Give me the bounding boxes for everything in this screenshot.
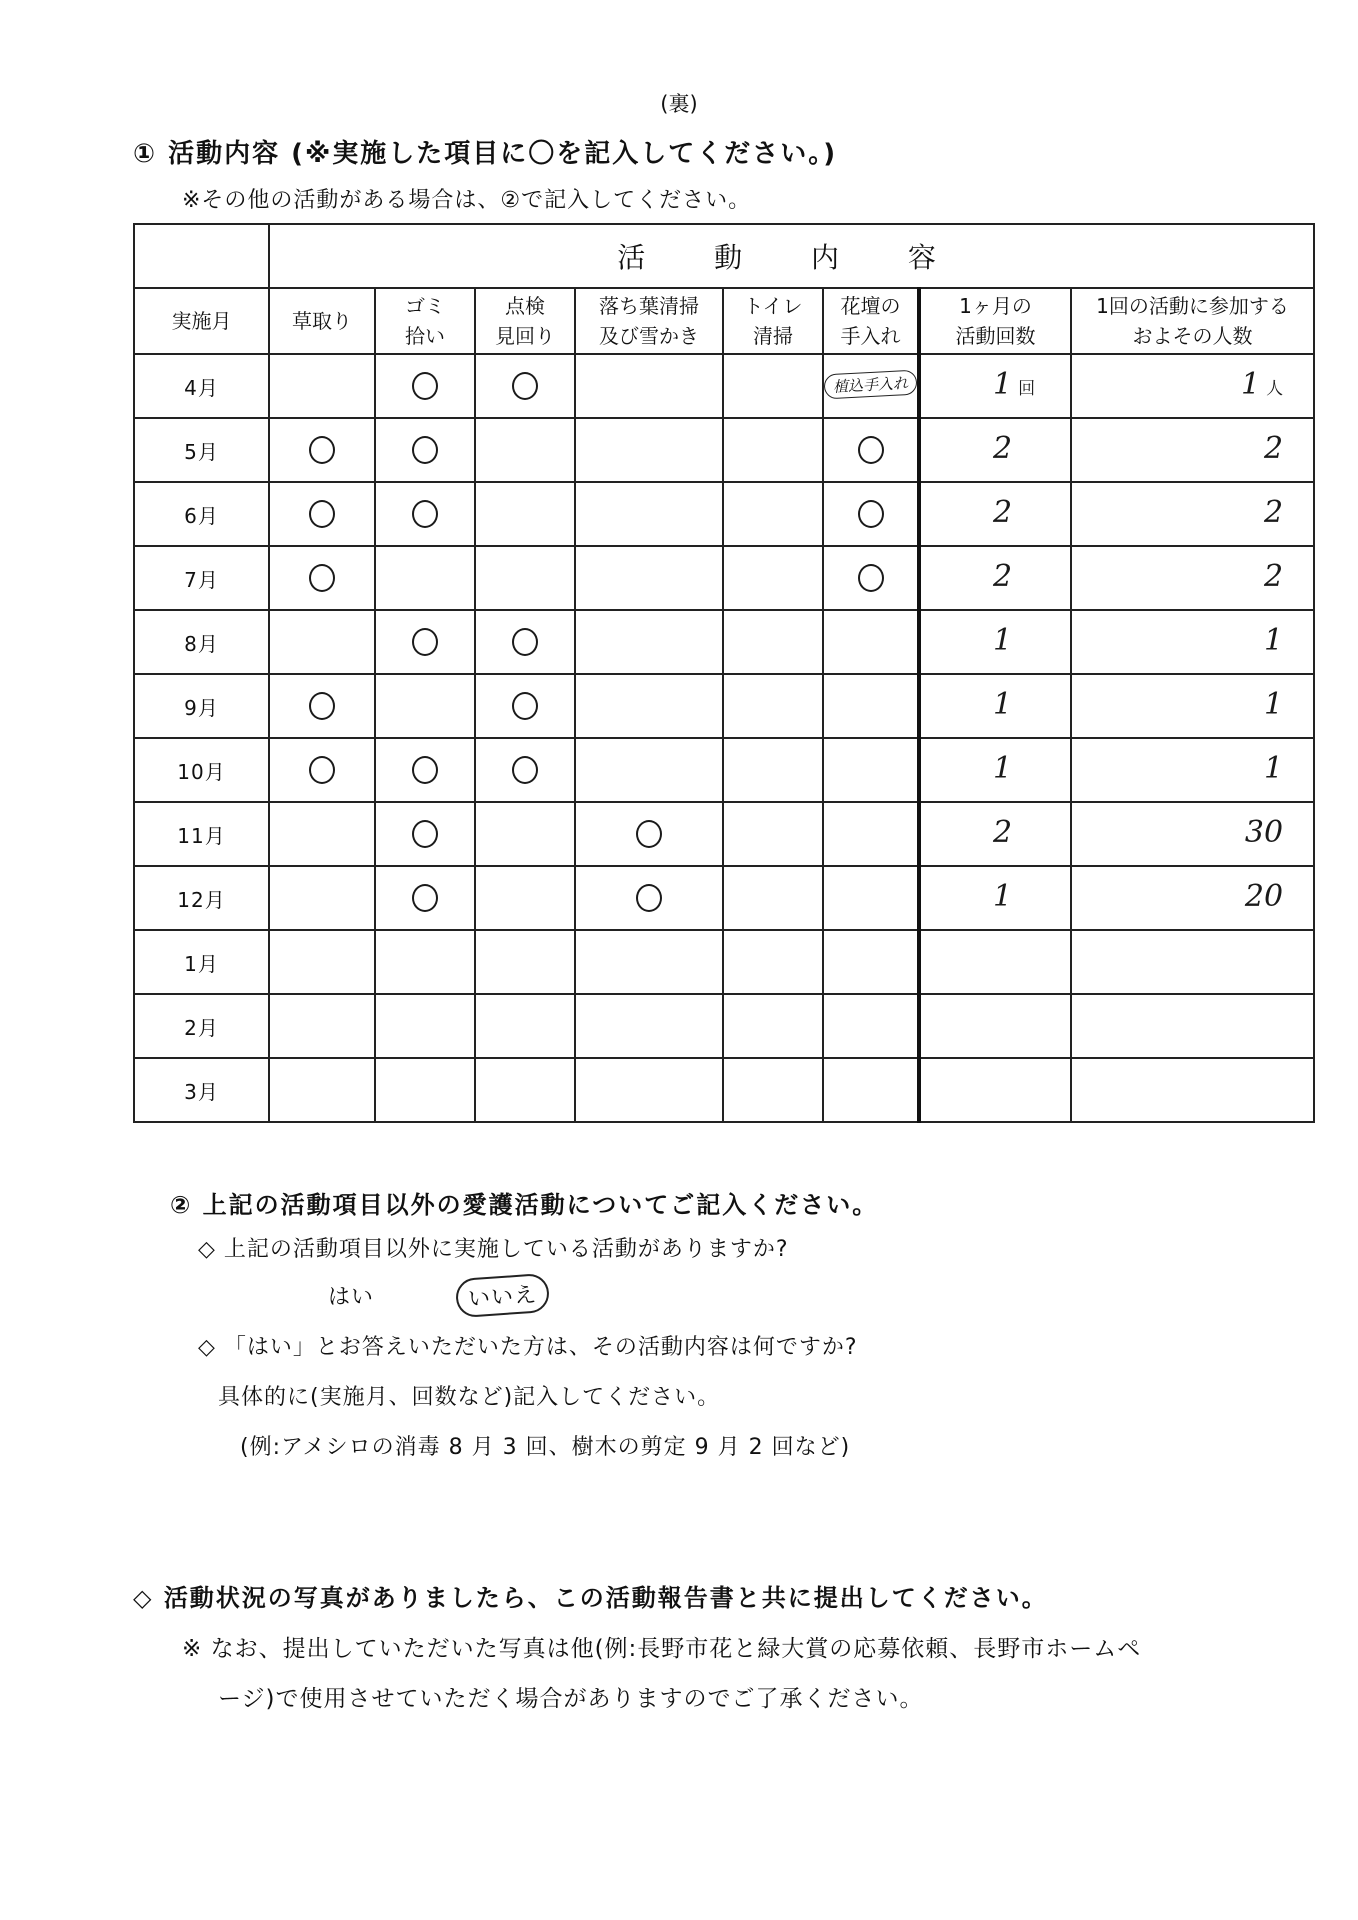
count-number: 1 [993,687,1013,722]
circle-mark-icon [512,372,538,400]
column-header-line: 落ち葉清掃 [599,294,699,318]
count-cell [919,802,1071,866]
column-header [475,288,575,354]
month-cell: 2月 [134,994,269,1058]
circle-mark-icon [636,884,662,912]
circle-mark-icon [636,820,662,848]
people-value [1245,879,1283,914]
circle-mark-icon [412,436,438,464]
circle-mark-icon [309,756,335,784]
activity-cell [475,994,575,1058]
column-header [269,288,375,354]
activity-cell [575,418,723,482]
people-cell [1071,1058,1314,1122]
activity-cell [575,994,723,1058]
activity-cell [575,610,723,674]
people-value [1264,751,1283,786]
activity-cell [823,1058,919,1122]
section2-heading: ② 上記の活動項目以外の愛護活動についてご記入ください。 [170,1191,879,1219]
activity-cell [575,1058,723,1122]
circle-mark-icon [309,436,335,464]
count-number: 2 [993,495,1013,530]
month-cell: 10月 [134,738,269,802]
activity-cell [723,610,823,674]
section3-note-line1: ※ なお、提出していただいた写真は他(例:長野市花と緑大賞の応募依頼、長野市ホームペ [182,1636,1142,1662]
activity-cell [475,546,575,610]
people-number: 2 [1263,559,1284,594]
circle-mark-icon [412,756,438,784]
table-row [134,674,1314,738]
activity-cell [475,866,575,930]
column-header-line: トイレ [743,294,803,318]
people-cell [1071,802,1314,866]
activity-cell [723,546,823,610]
circle-mark-icon [309,692,335,720]
table-title: 活 動 内 容 [269,224,1314,288]
people-value [1241,367,1283,402]
table-row [134,418,1314,482]
activity-cell [575,482,723,546]
activity-cell [269,546,375,610]
activity-cell [269,418,375,482]
activity-cell [269,1058,375,1122]
count-value [993,431,1012,466]
count-cell [919,674,1071,738]
section2-question2-detail: 具体的に(実施月、回数など)記入してください。 [218,1385,721,1410]
activity-cell [723,482,823,546]
activity-cell [269,482,375,546]
people-number: 2 [1263,495,1284,530]
table-row [134,930,1314,994]
column-header [1071,288,1314,354]
count-value [993,879,1012,914]
activity-cell [269,930,375,994]
count-cell [919,546,1071,610]
activity-cell [575,354,723,418]
count-number: 1 [993,623,1013,658]
table-row [134,802,1314,866]
answer-no-circled: いいえ [455,1273,551,1318]
activity-cell [475,610,575,674]
activity-cell [823,610,919,674]
people-cell [1071,674,1314,738]
circle-mark-icon [412,372,438,400]
month-cell: 6月 [134,482,269,546]
activity-cell [375,482,475,546]
activity-cell [823,866,919,930]
column-header-line: 活動回数 [955,324,1036,348]
activity-cell [375,1058,475,1122]
column-header-line: ゴミ [405,294,445,318]
count-number: 1 [993,751,1013,786]
people-number: 2 [1263,431,1284,466]
page-side-label: (裏) [660,92,698,116]
people-cell [1071,930,1314,994]
activity-cell [823,674,919,738]
people-cell [1071,610,1314,674]
activity-cell [375,546,475,610]
activity-cell [723,802,823,866]
activity-cell [475,738,575,802]
activity-cell [375,418,475,482]
activity-cell [823,354,919,418]
people-cell [1071,418,1314,482]
column-header-line: 1ヶ月の [959,294,1032,318]
table-corner-cell [134,224,269,288]
column-header-line: 花壇の [840,294,901,318]
people-cell [1071,994,1314,1058]
count-number: 2 [993,815,1013,850]
count-number: 1 [993,367,1013,402]
column-header [575,288,723,354]
column-header [723,288,823,354]
month-cell: 4月 [134,354,269,418]
circle-mark-icon [412,884,438,912]
activity-cell [823,418,919,482]
column-header-line: 見回り [495,324,555,348]
answer-yes: はい [328,1285,375,1310]
circle-mark-icon [512,692,538,720]
table-row [134,482,1314,546]
section2-example: (例:アメシロの消毒 8 月 3 回、樹木の剪定 9 月 2 回など) [240,1435,851,1460]
people-value [1264,623,1283,658]
activity-cell [823,930,919,994]
column-header-line: およその人数 [1132,324,1253,348]
activity-cell [575,738,723,802]
activity-cell [375,866,475,930]
column-header [823,288,919,354]
people-value [1264,495,1283,530]
section3-heading: ◇ 活動状況の写真がありましたら、この活動報告書と共に提出してください。 [133,1584,1048,1612]
activity-cell [823,802,919,866]
people-number: 1 [1263,687,1284,722]
people-cell [1071,866,1314,930]
section1-note: ※その他の活動がある場合は、②で記入してください。 [182,188,752,213]
count-value [993,559,1012,594]
people-value [1264,687,1283,722]
column-header-line: 及び雪かき [599,324,699,348]
activity-cell [723,418,823,482]
month-cell: 3月 [134,1058,269,1122]
activity-cell [269,354,375,418]
circle-mark-icon [412,628,438,656]
activity-cell [475,930,575,994]
month-cell: 12月 [134,866,269,930]
activity-cell [723,1058,823,1122]
activity-cell [375,738,475,802]
section1-heading: ① 活動内容 (※実施した項目に〇を記入してください。) [133,139,838,169]
circle-mark-icon [858,564,884,592]
count-number: 1 [993,879,1013,914]
activity-cell [823,738,919,802]
activity-table [133,223,1315,1123]
activity-cell [375,994,475,1058]
activity-cell [723,674,823,738]
count-cell [919,482,1071,546]
count-cell [919,866,1071,930]
column-header [375,288,475,354]
activity-cell [723,930,823,994]
activity-cell [375,610,475,674]
circle-mark-icon [412,820,438,848]
circle-mark-icon [512,628,538,656]
circle-mark-icon [512,756,538,784]
people-value [1245,815,1283,850]
circle-mark-icon [858,436,884,464]
people-cell [1071,738,1314,802]
column-header-line: 手入れ [840,324,901,348]
count-cell [919,610,1071,674]
count-value [993,815,1012,850]
count-unit: 回 [1018,379,1036,399]
activity-cell [269,994,375,1058]
month-cell: 11月 [134,802,269,866]
column-header [919,288,1071,354]
activity-cell [575,802,723,866]
people-cell [1071,546,1314,610]
people-number: 30 [1244,815,1284,850]
people-cell [1071,482,1314,546]
month-cell: 5月 [134,418,269,482]
circle-mark-icon [858,500,884,528]
table-row [134,354,1314,418]
circle-mark-icon [412,500,438,528]
activity-cell [375,802,475,866]
count-cell [919,418,1071,482]
column-header [134,288,269,354]
people-number: 1 [1240,367,1261,402]
table-row [134,866,1314,930]
section2-question1: ◇ 上記の活動項目以外に実施している活動がありますか? [198,1237,789,1262]
count-value [993,367,1035,402]
people-cell [1071,354,1314,418]
count-cell [919,738,1071,802]
table-row [134,738,1314,802]
count-value [993,751,1012,786]
month-cell: 7月 [134,546,269,610]
activity-cell [269,866,375,930]
count-number: 2 [993,431,1013,466]
activity-cell [723,354,823,418]
count-cell [919,354,1071,418]
month-cell: 9月 [134,674,269,738]
count-value [993,687,1012,722]
answer-no-wrapper [456,1276,549,1315]
activity-cell [475,802,575,866]
activity-cell [475,674,575,738]
people-number: 1 [1263,751,1284,786]
activity-cell [475,1058,575,1122]
people-value [1264,431,1283,466]
column-header-line: 拾い [405,324,445,348]
activity-cell [575,866,723,930]
table-row [134,994,1314,1058]
circle-mark-icon [309,500,335,528]
activity-cell [375,674,475,738]
column-header-line: 1回の活動に参加する [1096,294,1289,318]
activity-cell [823,482,919,546]
people-value [1264,559,1283,594]
activity-cell [375,354,475,418]
activity-cell [269,610,375,674]
column-header-line: 点検 [505,294,545,318]
table-row [134,1058,1314,1122]
activity-cell [375,930,475,994]
count-cell [919,930,1071,994]
month-cell: 1月 [134,930,269,994]
table-row [134,610,1314,674]
activity-cell [475,482,575,546]
activity-cell [575,546,723,610]
activity-cell [475,354,575,418]
count-cell [919,994,1071,1058]
activity-cell [269,802,375,866]
people-number: 20 [1244,879,1284,914]
activity-cell [575,674,723,738]
activity-cell [269,738,375,802]
people-number: 1 [1263,623,1284,658]
activity-cell [823,994,919,1058]
people-unit: 人 [1266,379,1284,399]
activity-cell [823,546,919,610]
table-row [134,546,1314,610]
month-cell: 8月 [134,610,269,674]
activity-cell [723,866,823,930]
activity-cell [575,930,723,994]
section3-note-line2: ージ)で使用させていただく場合がありますのでご了承ください。 [218,1686,924,1712]
activity-cell [723,994,823,1058]
count-number: 2 [993,559,1013,594]
column-header-line: 実施月 [171,309,232,333]
activity-cell [475,418,575,482]
count-value [993,495,1012,530]
activity-cell [723,738,823,802]
column-header-line: 草取り [292,309,352,333]
handwritten-note: 植込手入れ [823,370,917,400]
column-header-line: 清掃 [753,324,793,348]
count-cell [919,1058,1071,1122]
count-value [993,623,1012,658]
section2-question2: ◇ 「はい」とお答えいただいた方は、その活動内容は何ですか? [198,1335,858,1360]
circle-mark-icon [309,564,335,592]
activity-cell [269,674,375,738]
